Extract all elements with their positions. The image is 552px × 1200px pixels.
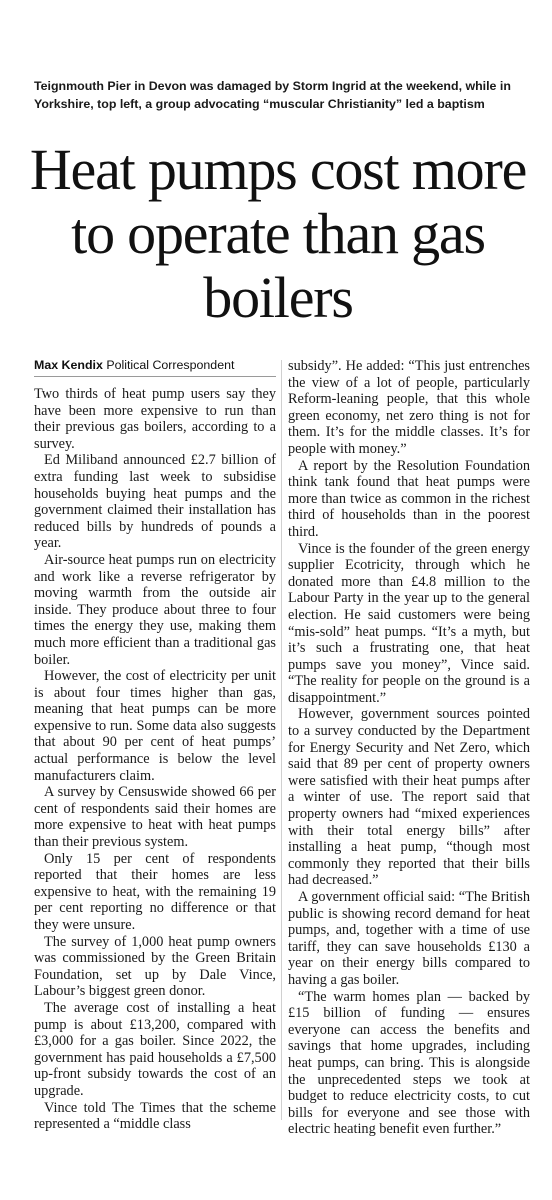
paragraph: However, the cost of electricity per unit is about four times higher than gas, meaning that heat pumps can be more expensive to run. Some data also suggests that about 90 per cent of heat pumps’ actual performance is below the level manufacturers claim.	[34, 668, 276, 784]
paragraph: The average cost of installing a heat pump is about £13,200, compared with £3,000 for a gas boiler. Since 2022, the government has paid households a £7,500 up-front subsidy towards the cost of an upgrade.	[34, 999, 276, 1099]
paragraph: A report by the Resolution Foundation think tank found that heat pumps were more than twice as common in the richest third of households than in the poorest third.	[288, 457, 530, 540]
paragraph: Vince told The Times that the scheme represented a “middle class	[34, 1099, 276, 1133]
paragraph: Two thirds of heat pump users say they have been more expensive to run than their previous gas boilers, according to a survey.	[34, 386, 276, 452]
byline-role: Political Correspondent	[106, 358, 235, 372]
paragraph: Only 15 per cent of respondents reported that their homes are less expensive to heat, with the remaining 19 per cent reporting no difference or that they were unsure.	[34, 850, 276, 933]
paragraph: Air-source heat pumps run on electricity and work like a reverse refrigerator by moving warmth from the outside air inside. They produce about three to four times the energy they use, making them much more efficient than a traditional gas boiler.	[34, 551, 276, 668]
paragraph: “The warm homes plan — backed by £15 billion of funding — ensures everyone can access the benefits and savings that home upgrades, including heat pumps, can bring. This is alongside the unprecedented steps we took at budget to reduce electricity costs, to cut bills for everyone and see those with electric heating benefit even further.”	[288, 988, 530, 1138]
column-divider	[281, 360, 282, 1120]
paragraph: A survey by Censuswide showed 66 per cent of respondents said their homes are more expensive to heat with heat pumps than their previous system.	[34, 784, 276, 851]
photo-caption: Teignmouth Pier in Devon was damaged by Storm Ingrid at the weekend, while in Yorkshire, top left, a group advocating “muscular Christianity” led a baptism	[34, 79, 511, 111]
article-column-left	[34, 386, 276, 1133]
paragraph: Vince is the founder of the green energy supplier Ecotricity, through which he donated more than £4.8 million to the Labour Party in the year up to the general election. He said customers were being “mis-sold” heat pumps. “It’s a myth, but it’s such a frustrating one, that heat pumps save you money”, Vince said. “The reality for people on the ground is a disappointment.”	[288, 540, 530, 706]
paragraph: Ed Miliband announced £2.7 billion of extra funding last week to subsidise households buying heat pumps and the government claimed their installation has reduced bills by hundreds of pounds a year.	[34, 452, 276, 552]
paragraph: However, government sources pointed to a survey conducted by the Department for Energy Security and Net Zero, which said that 89 per cent of property owners were satisfied with their heat pumps after a winter of use. The report said that property owners had “mixed experiences with their total energy bills” after installing a heat pump, “though most commonly they reported that their bills had decreased.”	[288, 706, 530, 889]
headline: Heat pumps cost more to operate than gas boilers	[29, 137, 527, 330]
byline	[34, 357, 276, 377]
paragraph: The survey of 1,000 heat pump owners was commissioned by the Green Britain Foundation, set up by Dale Vince, Labour’s biggest green donor.	[34, 933, 276, 1000]
article-column-right	[288, 358, 530, 1138]
paragraph: subsidy”. He added: “This just entrenches the view of a lot of people, particularly Reform-leaning people, that this whole green economy, net zero thing is not for them. It’s for the middle classes. It’s for people with money.”	[288, 358, 530, 457]
byline-author: Max Kendix	[34, 358, 103, 372]
paragraph: A government official said: “The British public is showing record demand for heat pumps, and, together with a time of use tariff, they can save households £130 a year on their energy bills compared to having a gas boiler.	[288, 889, 530, 988]
